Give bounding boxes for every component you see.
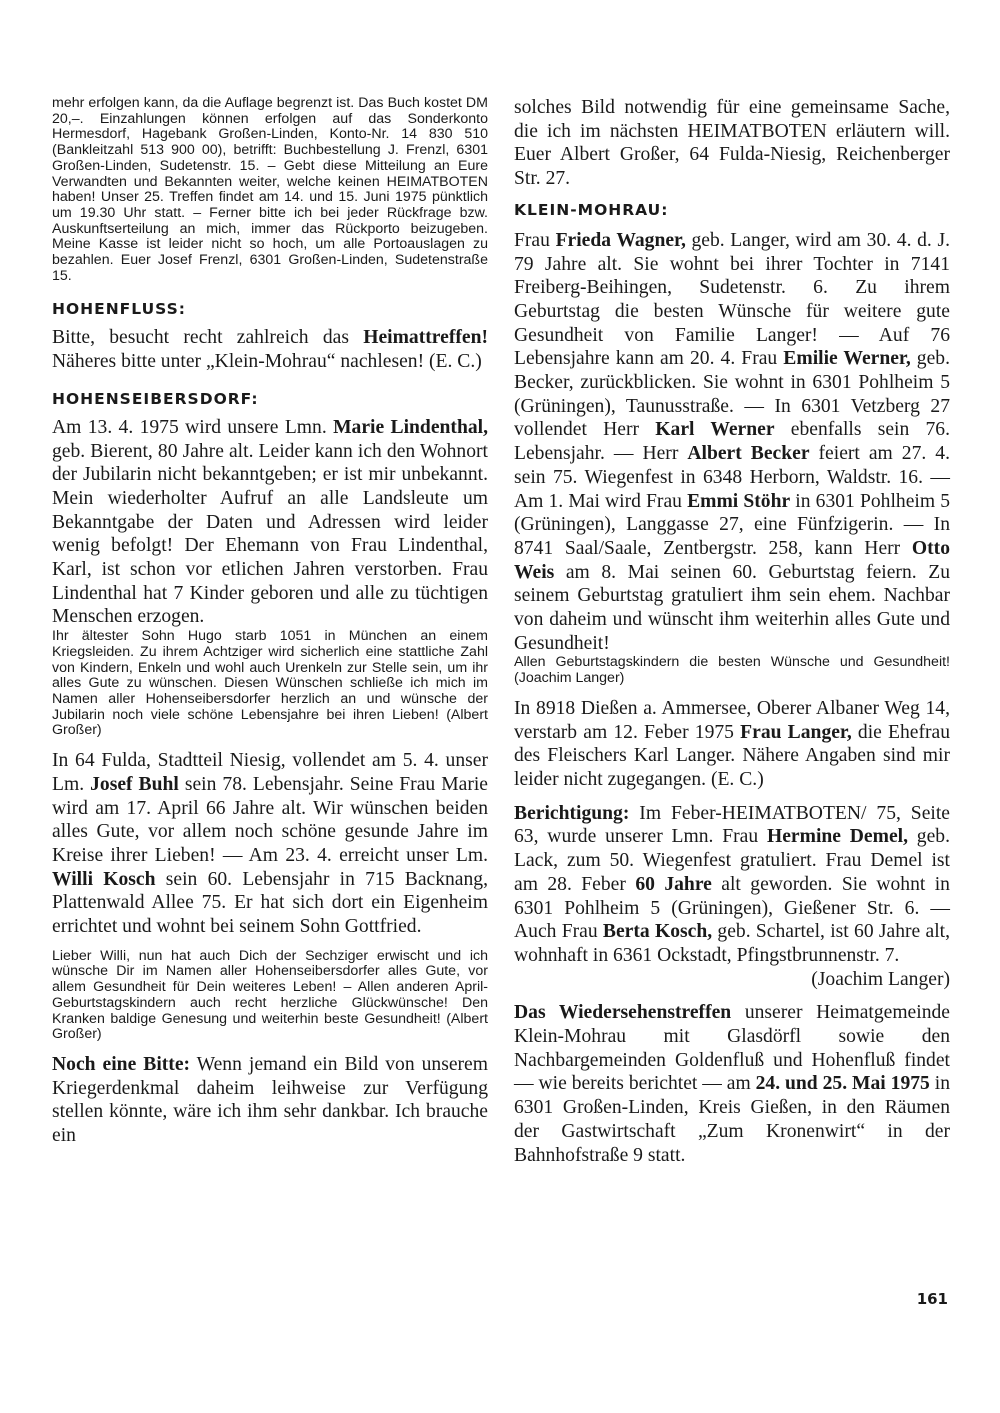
birthdays-note: Allen Geburtstagskindern die besten Wünsche und Gesundheit! (Joachim Langer) bbox=[514, 654, 950, 687]
heading-hohenseibersdorf: HOHENSEIBERSDORF: bbox=[52, 389, 259, 408]
hohenfluss-paragraph: Bitte, besucht recht zahlreich das Heimattreffen! Näheres bitte unter „Klein-Mohrau“ nachlesen! (E. C.) bbox=[52, 327, 488, 373]
continued-paragraph: solches Bild notwendig für eine gemeinsame Sache, die ich im nächsten HEIMATBOTEN erläutern will. Euer Albert Großer, 64 Fulda-Niesig, Reichenberger Str. 27. bbox=[514, 97, 950, 190]
page-number: 161 bbox=[916, 1290, 948, 1308]
heading-klein-mohrau: KLEIN-MOHRAU: bbox=[514, 200, 669, 219]
noch-eine-bitte-paragraph: Noch eine Bitte: Wenn jemand ein Bild von unserem Kriegerdenkmal daheim leihweise zur Verfügung stellen könnte, wäre ich ihm sehr dankbar. Ich brauche ein bbox=[52, 1053, 488, 1147]
right-column bbox=[514, 96, 950, 1167]
buhl-kosch-paragraph: In 64 Fulda, Stadtteil Niesig, vollendet am 5. 4. unser Lm. Josef Buhl sein 78. Lebensjahr. Seine Frau Marie wird am 17. April 66 Jahre alt. Wir wünschen beiden alles Gute, vor allem noch schöne gesunde Jahre im Kreise ihrer Lieben! — Am 23. 4. erreicht unser Lm. Willi Kosch sein 60. Lebensjahr in 715 Backnang, Plattenwald Allee 75. Er hat sich dort ein Eigenheim errichtet und wohnt bei seinem Sohn Gottfried. bbox=[52, 750, 488, 938]
berichtigung-signature: (Joachim Langer) bbox=[811, 968, 950, 990]
obituary-paragraph: In 8918 Dießen a. Ammersee, Oberer Albaner Weg 14, verstarb am 12. Feber 1975 Frau Langer, die Ehefrau des Fleischers Karl Langer. Nähere Angaben sind mir leider nicht zugegangen. (E. C.) bbox=[514, 697, 951, 790]
birthdays-paragraph: Frau Frieda Wagner, geb. Langer, wird am 30. 4. d. J. 79 Jahre alt. Sie wohnt bei ihrer Tochter in 7141 Freiberg-Beihingen, Sudetenstr. 6. Zu ihrem Geburtstag die besten Wünsche für weitere gute Gesundheit von Familie Langer! — Auf 76 Lebensjahre kann am 20. 4. Frau Emilie Werner, geb. Becker, zurückblicken. Sie wohnt in 6301 Pohlheim 5 (Grüningen), Taunusstraße. — In 6301 Vetzberg 27 vollendet Herr Karl Werner ebenfalls sein 76. Lebensjahr. — Herr Albert Becker feiert am 27. 4. sein 75. Wiegenfest in 6348 Herborn, Waldstr. 16. — Am 1. Mai wird Frau Emmi Stöhr in 6301 Pohlheim 5 (Grüningen), Langgasse 27, eine Fünfzigerin. — In 8741 Saal/Saale, Zentbergstr. 258, kann Herr Otto Weis am 8. Mai seinen 60. Geburtstag feiern. Zu seinem Geburtstag gratuliert ihm sein ehem. Nachbar von daheim und wünscht ihm weiterhin alles Gute und Gesundheit! bbox=[514, 229, 950, 654]
lindenthal-paragraph: Am 13. 4. 1975 wird unsere Lmn. Marie Lindenthal, geb. Bierent, 80 Jahre alt. Leider kann ich den Wohnort der Jubilarin nicht bekanntgeben; er ist mir unbekannt. Mein wiederholter Aufruf an alle Landsleute um Bekanntgabe der Daten und Adressen wird leider wenig befolgt! Der Ehemann von Frau Lindenthal, Karl, ist schon vor etlichen Jahren verstorben. Frau Lindenthal hat 7 Kinder geboren und alle zu tüchtigen Menschen erzogen. bbox=[52, 416, 488, 628]
heading-hohenfluss: HOHENFLUSS: bbox=[52, 300, 187, 319]
lindenthal-note: Ihr ältester Sohn Hugo starb 1051 in München an einem Kriegsleiden. Zu ihrem Achtziger wird sicherlich eine stattliche Zahl von Kindern, Enkeln und wohl auch Urenkeln zur Stelle sein, um ihr alles Gute zu wünschen. Diesen Wünschen schließe ich mich im Namen aller Hohenseibersdorfer herzlich an und wünsche der Jubilarin noch viele schöne Lebensjahre bei ihren Lieben! (Albert Großer) bbox=[52, 628, 488, 739]
wiedersehenstreffen-paragraph: Das Wiedersehenstreffen unserer Heimatgemeinde Klein-Mohrau mit Glasdörfl sowie den Nachbargemeinden Goldenfluß und Hohenfluß findet — wie bereits berichtet — am 24. und 25. Mai 1975 in 6301 Großen-Linden, Kreis Gießen, in den Räumen der Gastwirtschaft „Zum Kronenwirt“ in der Bahnhofstraße 9 statt. bbox=[514, 1002, 950, 1166]
kosch-note: Lieber Willi, nun hat auch Dich der Sechziger erwischt und ich wünsche Dir im Namen aller Hohenseibersdorfer alles Gute, vor allem Gesundheit für Dein weiteres Leben! – Allen anderen April-Geburtstagskindern auch recht herzliche Glückwünsche! Den Kranken baldige Genesung und weiterhin beste Gesundheit! (Albert Großer) bbox=[52, 947, 488, 1043]
berichtigung-paragraph: Berichtigung: Im Feber-HEIMATBOTEN/ 75, Seite 63, wurde unserer Lmn. Frau Hermine Demel, geb. Lack, zum 50. Wiegenfest gratuliert. Frau Demel ist am 28. Feber 60 Jahre alt geworden. Sie wohnt in 6301 Pohlheim 5 (Grüningen), Gießener Str. 6. — Auch Frau Berta Kosch, geb. Schartel, ist 60 Jahre alt, wohnhaft in 6361 Ockstadt, Pfingstbrunnenstr. 7. bbox=[514, 802, 950, 966]
frenzl-notice: mehr erfolgen kann, da die Auflage begrenzt ist. Das Buch kostet DM 20,–. Einzahlungen können erfolgen auf das Sonderkonto Hermesdorf, Hagebank Großen-Linden, Konto-Nr. 14 830 510 (Bankleitzahl 513 900 00), betrifft: Buchbestellung J. Frenzl, 6301 Großen-Linden, Sudetenstr. 15. – Gebt diese Mitteilung an Eure Verwandten und Bekannten weiter, welche keinen HEIMATBOTEN haben! Unser 25. Treffen findet am 14. und 15. Juni 1975 pünktlich um 19.30 Uhr statt. – Ferner bitte ich bei jeder Rückfrage bzw. Auskunftserteilung an mich, immer das Rückporto beizugeben. Meine Kasse ist leider nicht so hoch, um alle Portoauslagen zu bezahlen. Euer Josef Frenzl, 6301 Großen-Linden, Sudetenstraße 15. bbox=[52, 95, 488, 284]
left-column bbox=[52, 96, 488, 1148]
